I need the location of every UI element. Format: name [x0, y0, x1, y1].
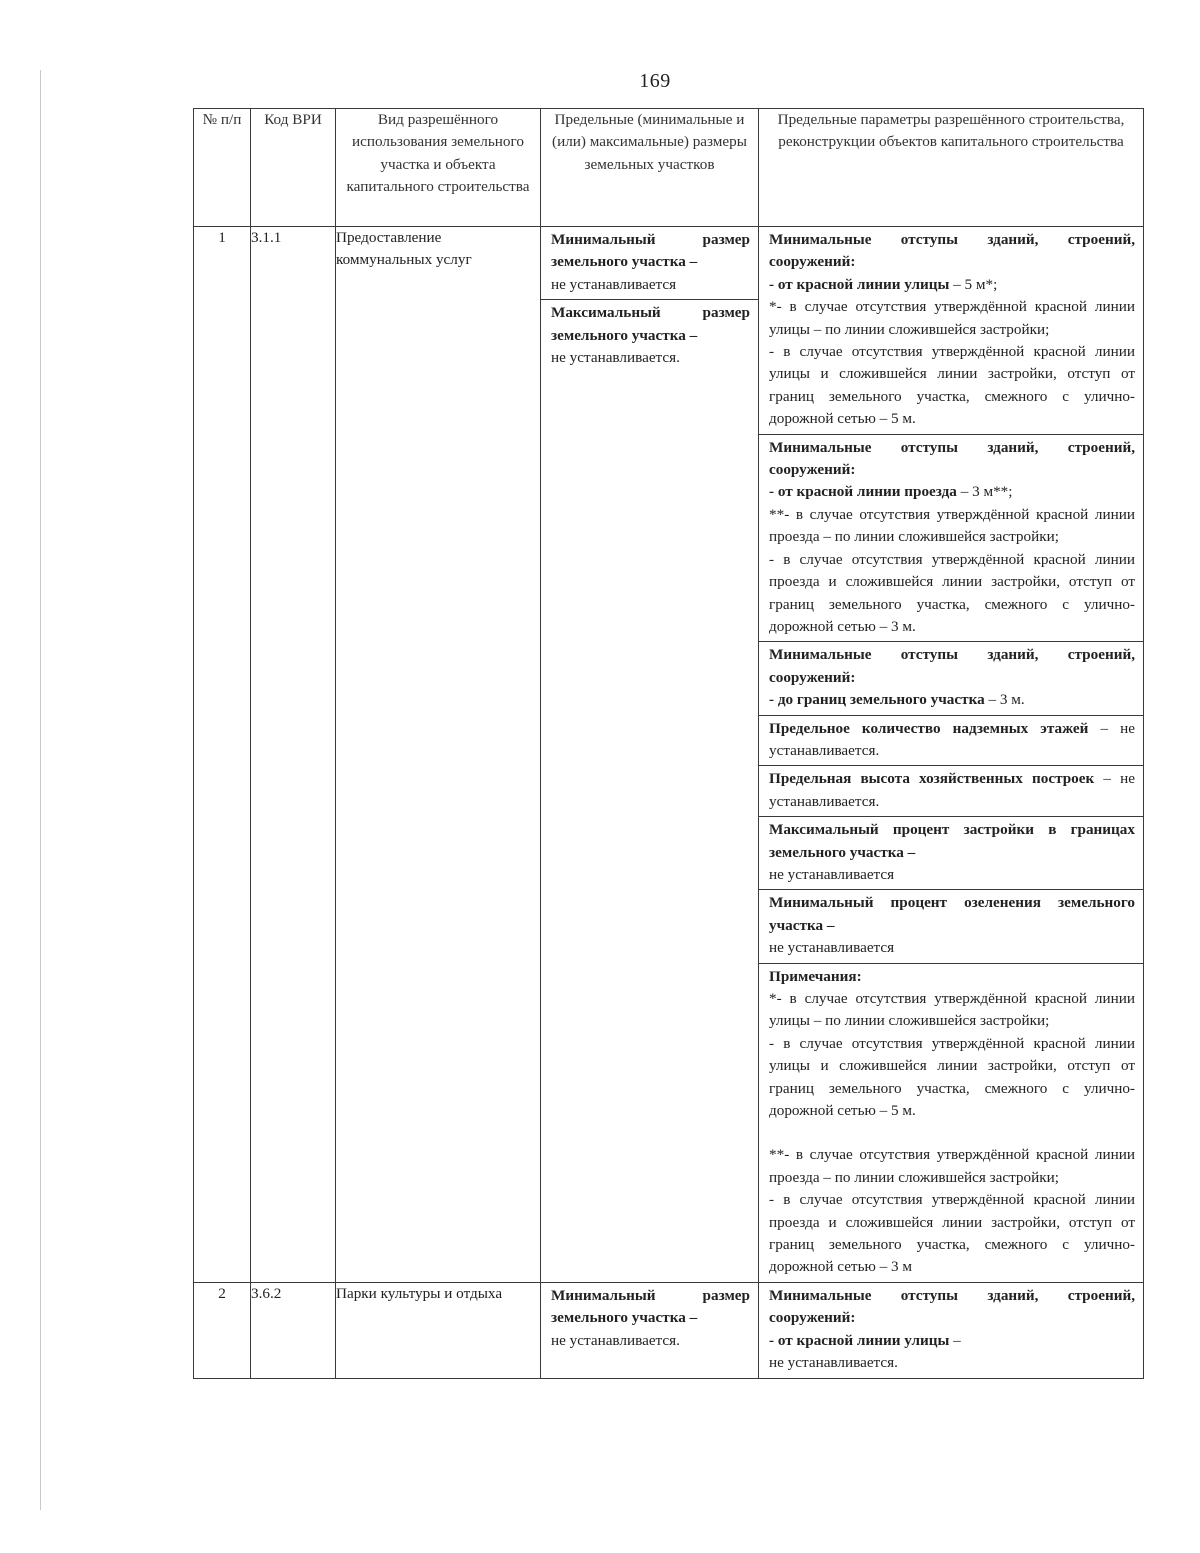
- header-vri: Вид разрешённого использования земельного участка и объекта капитального строительства: [336, 109, 541, 227]
- size-value: не устанавливается: [551, 275, 677, 293]
- param-title: Минимальные отступы зданий, строений, сооружений:: [769, 1286, 1135, 1327]
- row-sizes-cell: [541, 227, 759, 1283]
- param-title: Минимальные отступы зданий, строений, сооружений:: [769, 438, 1135, 479]
- param-note: **- в случае отсутствия утверждённой красной линии проезда – по линии сложившейся застройки;: [769, 505, 1135, 546]
- note-gap: [769, 1122, 1135, 1144]
- size-block: [541, 1283, 758, 1355]
- row-code: 3.1.1: [251, 227, 336, 1283]
- param-text: не устанавливается: [769, 865, 895, 883]
- param-block: [759, 816, 1143, 889]
- param-line: [769, 274, 1135, 296]
- param-title: Минимальные отступы зданий, строений, сооружений:: [769, 231, 1135, 271]
- param-line: [769, 1330, 1135, 1352]
- param-title: Минимальные отступы зданий, строений, сооружений:: [769, 646, 1135, 686]
- notes-block: [759, 963, 1143, 1282]
- row-num: 2: [194, 1282, 251, 1378]
- header-num: № п/п: [194, 109, 251, 227]
- param-text: – не устанавливается.: [769, 719, 1135, 759]
- table-header-row: [194, 109, 1144, 227]
- param-line: [769, 481, 1135, 503]
- param-block: [759, 765, 1143, 816]
- param-block: [759, 641, 1143, 714]
- size-title: Максимальный размер земельного участка –: [551, 304, 750, 344]
- row-params-cell: [759, 1282, 1144, 1378]
- header-sizes: Предельные (минимальные и (или) максимальные) размеры земельных участков: [541, 109, 759, 227]
- param-note: - в случае отсутствия утверждённой красной линии проезда и сложившейся линии застройки, отступ от границ земельного участка, смежного с улично-дорожной сетью – 3 м.: [769, 550, 1135, 635]
- table-row: [194, 1282, 1144, 1378]
- size-block: [541, 299, 758, 372]
- param-block: [759, 715, 1143, 766]
- param-bold: - от красной линии улицы: [769, 275, 950, 293]
- param-bold: Минимальный процент озеленения земельного участка –: [769, 894, 1135, 934]
- header-code: Код ВРИ: [251, 109, 336, 227]
- size-title: Минимальный размер земельного участка –: [551, 1286, 750, 1327]
- param-bold: - от красной линии проезда: [769, 483, 957, 501]
- param-bold: Предельная высота хозяйственных построек: [769, 770, 1095, 788]
- note-line: - в случае отсутствия утверждённой красной линии проезда и сложившейся линии застройки, отступ от границ земельного участка, смежного с улично-дорожной сетью – 3 м: [769, 1191, 1135, 1276]
- param-note: *- в случае отсутствия утверждённой красной линии улицы – по линии сложившейся застройки;: [769, 298, 1135, 338]
- param-block: [759, 434, 1143, 642]
- param-bold: Предельное количество надземных этажей: [769, 719, 1089, 737]
- size-value: не устанавливается.: [551, 1331, 680, 1349]
- row-params-cell: [759, 227, 1144, 1283]
- param-text: – 5 м*;: [949, 275, 998, 293]
- param-text: не устанавливается: [769, 939, 895, 957]
- row-num: 1: [194, 227, 251, 1283]
- param-text: – 3 м.: [984, 691, 1025, 709]
- param-line: [769, 689, 1135, 711]
- size-value: не устанавливается.: [551, 349, 680, 367]
- param-block: [759, 1283, 1143, 1378]
- row-code: 3.6.2: [251, 1282, 336, 1378]
- scan-edge-line: [40, 70, 41, 1510]
- notes-title: Примечания:: [769, 967, 862, 985]
- param-bold: - от красной линии улицы: [769, 1331, 950, 1349]
- note-line: **- в случае отсутствия утверждённой красной линии проезда – по линии сложившейся застройки;: [769, 1146, 1135, 1186]
- page-number: 169: [639, 70, 671, 92]
- param-bold: - до границ земельного участка: [769, 691, 985, 709]
- param-note: - в случае отсутствия утверждённой красной линии улицы и сложившейся линии застройки, отступ от границ земельного участка, смежного с улично-дорожной сетью – 5 м.: [769, 343, 1135, 428]
- regulations-table: [193, 108, 1144, 1379]
- row-vri-name: Предоставление коммунальных услуг: [336, 227, 541, 1283]
- row-vri-name: Парки культуры и отдыха: [336, 1282, 541, 1378]
- param-block: [759, 227, 1143, 434]
- param-block: [759, 889, 1143, 962]
- param-text: – 3 м**;: [956, 483, 1013, 501]
- param-text: – не устанавливается.: [769, 770, 1135, 810]
- size-block: [541, 227, 758, 299]
- row-sizes-cell: [541, 1282, 759, 1378]
- param-text: –: [949, 1331, 961, 1349]
- table-row: [194, 227, 1144, 1283]
- note-line: *- в случае отсутствия утверждённой красной линии улицы – по линии сложившейся застройки;: [769, 990, 1135, 1030]
- header-params: Предельные параметры разрешённого строительства, реконструкции объектов капитального строительства: [759, 109, 1144, 227]
- note-line: - в случае отсутствия утверждённой красной линии улицы и сложившейся линии застройки, отступ от границ земельного участка, смежного с улично-дорожной сетью – 5 м.: [769, 1034, 1135, 1120]
- param-bold: Максимальный процент застройки в границах земельного участка –: [769, 821, 1135, 861]
- size-title: Минимальный размер земельного участка –: [551, 231, 750, 271]
- param-note: не устанавливается.: [769, 1354, 898, 1372]
